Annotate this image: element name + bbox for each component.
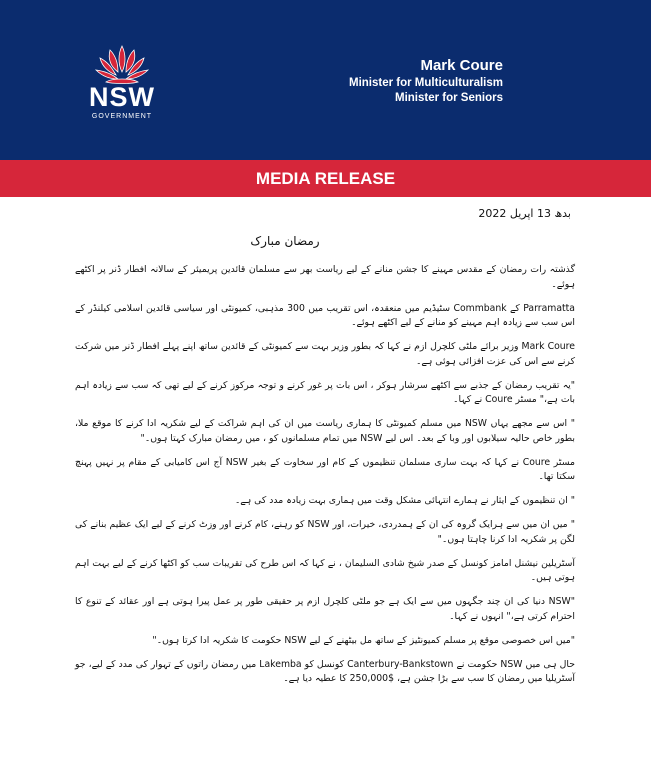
body-paragraph: مسٹر Coure نے کہا کہ بہت ساری مسلمان تنظیموں کے کام اور سخاوت کے بغیر NSW آج اس کامیابی کے مقام پر نہیں پہنچ سکتا تھا۔ xyxy=(75,456,576,482)
minister-role: Minister for Multiculturalism xyxy=(349,77,503,89)
body-paragraph: " میں ان میں سے ہرایک گروہ کی ان کے ہمدردی، خیرات، اور NSW کو رہنے، کام کرنے اور وزٹ کرنے کے لیے ایک عظیم بنانے کی لگن پر شکریہ ادا کرنا چاہتا ہوں۔" xyxy=(75,519,575,545)
minister-name: Mark Coure xyxy=(420,57,503,74)
body-paragraph: "NSW دنیا کی ان چند جگہوں میں سے ایک ہے جو ملٹی کلچرل ازم پر حقیقی طور پر عمل پیرا ہوتی ہے اور عقائد کے تنوع کا احترام کرتی ہے،" انہوں نے کہا۔ xyxy=(75,596,575,622)
minister-block xyxy=(349,56,503,106)
body-paragraph: آسٹریلین نیشنل امامز کونسل کے صدر شیخ شادی السلیمان ، نے کہا کہ اس طرح کی تقریبات سب کو اکٹھا کرنے کے لیے بہت اہم ہوتی ہیں۔ xyxy=(75,557,575,583)
nsw-government-logo xyxy=(70,38,170,138)
body-paragraph: "یہ تقریب رمضان کے جذبے سے اکٹھے سرشار ہوکر ، اس بات پر غور کرنے و توجہ مرکوز کرنے کے لیے تھی کہ سب سے زیادہ اہم بات ہے،" مسٹر Coure نے کہا۔ xyxy=(75,379,575,405)
minister-role: Minister for Seniors xyxy=(395,92,503,104)
body-paragraph: " ان تنظیموں کے ایثار نے ہمارے انتہائی مشکل وقت میں ہماری بہت زیادہ مدد کی ہے۔ xyxy=(234,495,575,506)
body-paragraph: "میں اس خصوصی موقع پر مسلم کمیونٹیز کے ساتھ مل بیٹھنے کے لیے NSW حکومت کا شکریہ ادا کرتا ہوں۔" xyxy=(152,634,575,646)
body-paragraph: Mark Coure وزیر برائے ملٹی کلچرل ازم نے کہا کہ بطور وزیر بہت سے کمیونٹی کے قائدین ساتھ اپنے پہلے افطار ڈنر میں شرکت کرنے سے اس کی عزت افزائی ہوئی ہے۔ xyxy=(75,341,575,367)
document-body xyxy=(75,263,575,696)
document-title: رمضان مبارک xyxy=(250,234,320,248)
header xyxy=(0,0,651,160)
release-date: بدھ 13 اپریل 2022 xyxy=(478,207,571,220)
logo-subtitle: GOVERNMENT xyxy=(91,113,153,120)
body-paragraph: گذشتہ رات رمضان کے مقدس مہینے کا جشن منانے کے لیے ریاست بھر سے مسلمان قائدین پریمیئر کے سالانہ افطار ڈنر پر اکٹھے ہوئے۔ xyxy=(75,264,575,290)
logo-wordmark: NSW xyxy=(89,82,155,112)
media-release-banner: MEDIA RELEASE xyxy=(0,160,651,197)
body-paragraph: Parramatta کے Commbank سٹیڈیم میں منعقدہ، اس تقریب میں 300 مذہبی، کمیونٹی اور سیاسی قائدین اسلامی کیلنڈر کے اس سب سے زیادہ اہم مہینے کو منانے کے لیے اکٹھے ہوئے۔ xyxy=(75,302,576,328)
waratah-flower-icon xyxy=(92,42,152,86)
body-paragraph: " اس سے مجھے یہاں NSW میں مسلم کمیونٹی کا ہماری ریاست میں ان کی اہم شراکت کے لیے شکریہ ادا کرنے کا موقع ملا، بطور خاص حالیہ سیلابوں اور وبا کے بعد۔ اس لیے NSW میں تمام مسلمانوں کو ، میں رمضان مبارک کہتا ہوں۔" xyxy=(75,418,575,444)
body-paragraph: حال ہی میں NSW حکومت نے Canterbury-Bankstown کونسل کو Lakemba میں رمضان راتوں کے تہوار کی مدد کے لیے، جو آسٹریلیا میں رمضان کا سب سے بڑا جشن ہے، $250,000 کا عطیہ دیا ہے۔ xyxy=(75,658,576,684)
